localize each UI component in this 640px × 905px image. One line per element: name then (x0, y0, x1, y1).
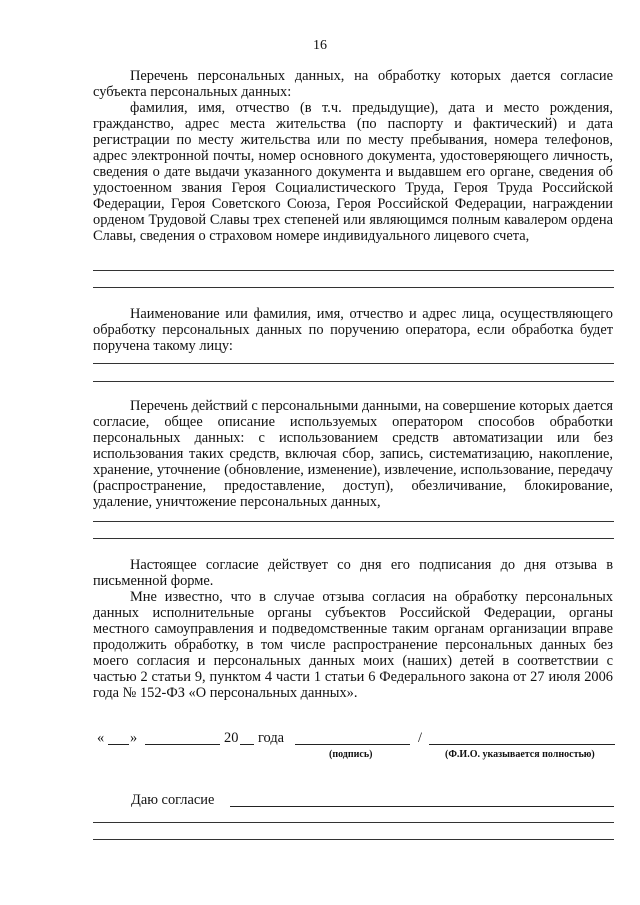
actions-text: Перечень действий с персональными данными, на совершение которых дается согласие, общее описание используемых оператором способов обработки персональных данных: с использованием средств автоматизации или без использования таких средств, включая сбор, запись, систематизацию, накопление, хранение, уточнение (обновление, изменение), извлечение, использование, передачу (распространение, предоставление, доступ), обезличивание, блокирование, удаление, уничтожение персональных данных, (93, 398, 613, 510)
consent-field[interactable] (230, 806, 614, 807)
full-name-field[interactable] (429, 744, 615, 745)
signature-field[interactable] (295, 744, 410, 745)
personal-data-list-section (93, 68, 613, 244)
fill-line[interactable] (93, 363, 614, 364)
fill-line[interactable] (93, 521, 614, 522)
month-field[interactable] (145, 744, 220, 745)
date-quote-open: « (97, 730, 105, 746)
processor-text: Наименование или фамилия, имя, отчество и адрес лица, осуществляющего обработку персональных данных по поручению оператора, если обработка будет поручена такому лицу: (93, 306, 613, 354)
date-quote-close: » (130, 730, 138, 746)
validity-text: Настоящее согласие действует со дня его подписания до дня отзыва в письменной форме. (93, 557, 613, 589)
fill-line[interactable] (93, 822, 614, 823)
fill-line[interactable] (93, 538, 614, 539)
signature-caption: (подпись) (329, 749, 373, 760)
year-field[interactable] (240, 744, 254, 745)
page-number: 16 (313, 38, 327, 53)
validity-section (93, 557, 613, 701)
consent-label: Даю согласие (131, 792, 215, 808)
year-prefix: 20 (224, 730, 239, 746)
fill-line[interactable] (93, 270, 614, 271)
personal-data-list-body: фамилия, имя, отчество (в т.ч. предыдущие), дата и место рождения, гражданство, адрес места жительства (по паспорту и фактический) и дата регистрации по месту жительства или по месту пребывания, номера телефонов, адрес электронной почты, номер основного документа, удостоверяющего личность, сведения о дате выдачи указанного документа и выдавшем его органе, сведения об удостоенном звания Героя Социалистического Труда, Героя Труда Российской Федерации, Героя Советского Союза, Героя Российской Федерации, награждении орденом Трудовой Славы трех степеней или являющимся полным кавалером ордена Славы, сведения о страховом номере индивидуального лицевого счета, (93, 100, 613, 244)
fill-line[interactable] (93, 287, 614, 288)
separator-slash: / (418, 730, 422, 746)
withdrawal-text: Мне известно, что в случае отзыва согласия на обработку персональных данных исполнительные органы субъектов Российской Федерации, органы местного самоуправления и подведомственные таким органам организации вправе продолжить обработку, в том числе распространение персональных данных без моего согласия и персональных данных моих (наших) детей в соответствии с частью 2 статьи 9, пунктом 4 части 1 статьи 6 Федерального закона от 27 июля 2006 года № 152-ФЗ «О персональных данных». (93, 589, 613, 701)
day-field[interactable] (108, 744, 129, 745)
actions-section (93, 398, 613, 510)
personal-data-list-heading: Перечень персональных данных, на обработку которых дается согласие субъекта персональных данных: (93, 68, 613, 100)
processor-section (93, 306, 613, 354)
fill-line[interactable] (93, 839, 614, 840)
fill-line[interactable] (93, 381, 614, 382)
full-name-caption: (Ф.И.О. указывается полностью) (445, 749, 595, 760)
signature-row (97, 730, 617, 770)
year-suffix: года (258, 730, 285, 746)
